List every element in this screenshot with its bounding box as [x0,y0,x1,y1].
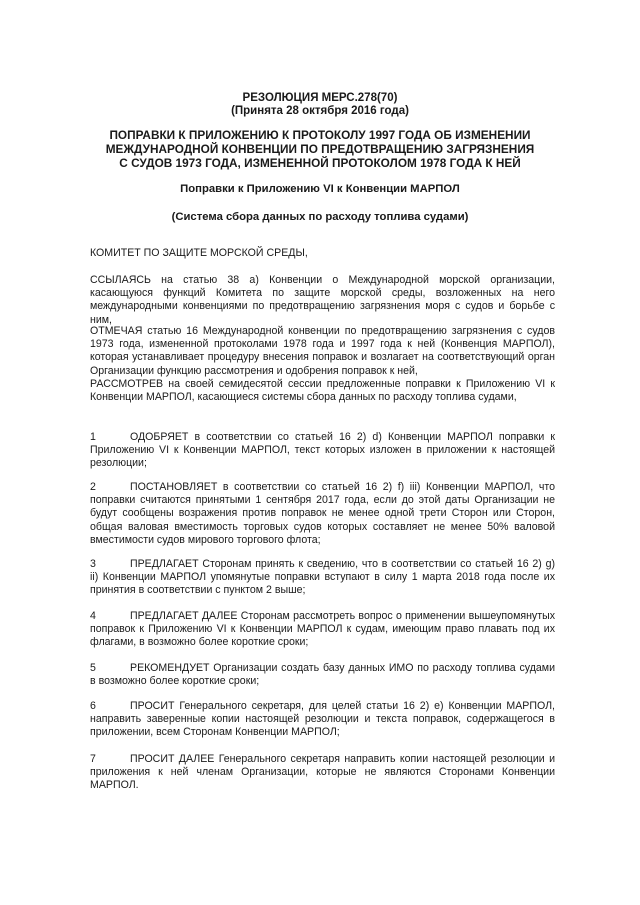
operative-paragraph-5 [90,662,555,688]
recalling-paragraph: ССЫЛАЯСЬ на статью 38 а) Конвенции о Международной морской организации, касающуюся функций Комитета по защите морской среды, возложенных на него международными конвенциями по предотвращению загрязнения моря с судов и борьбе с ним, [90,274,555,326]
operative-paragraph-7 [90,753,555,793]
operative-paragraph-2 [90,481,555,547]
paragraph-text: ПРОСИТ ДАЛЕЕ Генерального секретаря направить копии настоящей резолюции и приложения к ней членам Организации, которые не являются Сторонами Конвенции МАРПОЛ. [90,753,555,792]
title-line-2: МЕЖДУНАРОДНОЙ КОНВЕНЦИИ ПО ПРЕДОТВРАЩЕНИЮ ЗАГРЯЗНЕНИЯ [105,142,535,156]
paragraph-number: 1 [90,431,96,443]
paragraph-text: РЕКОМЕНДУЕТ Организации создать базу данных ИМО по расходу топлива судами в возможно более короткие сроки; [90,662,555,688]
committee-line: КОМИТЕТ ПО ЗАЩИТЕ МОРСКОЙ СРЕДЫ, [90,247,308,259]
operative-paragraph-1 [90,431,555,471]
title-line-3: С СУДОВ 1973 ГОДА, ИЗМЕНЕННОЙ ПРОТОКОЛОМ 1978 ГОДА К НЕЙ [119,156,521,170]
data-collection-subtitle: (Система сбора данных по расходу топлива судами) [171,211,469,223]
document-title [80,128,560,170]
operative-paragraph-4 [90,610,555,650]
paragraph-text: ПРЕДЛАГАЕТ Сторонам принять к сведению, что в соответствии со статьей 16 2) g) ii) Конвенции МАРПОЛ упомянутые поправки вступают в силу 1 марта 2018 года после их принятия в соответствии с пунктом 2 выше; [90,558,555,597]
operative-paragraph-6 [90,700,555,740]
adoption-date: (Принята 28 октября 2016 года) [231,105,409,117]
paragraph-number: 2 [90,481,96,493]
noting-paragraph: ОТМЕЧАЯ статью 16 Международной конвенции по предотвращению загрязнения с судов 1973 года, измененной протоколами 1978 года и 1997 года к ней (Конвенция МАРПОЛ), которая устанавливает процедуру внесения поправок и возлагает на соответствующий орган Организации функцию рассмотрения и одобрения поправок к ней, [90,325,555,377]
paragraph-text: ПРОСИТ Генерального секретаря, для целей статьи 16 2) e) Конвенции МАРПОЛ, направить заверенные копии настоящей резолюции и текста поправок, содержащегося в приложении, всем Сторонам Конвенции МАРПОЛ; [90,700,555,739]
paragraph-text: ПРЕДЛАГАЕТ ДАЛЕЕ Сторонам рассмотреть вопрос о применении вышеупомянутых поправок к Приложению VI к Конвенции МАРПОЛ к судам, имеющим право плавать под их флагами, в возможно более короткие сроки; [90,610,555,649]
amendments-subtitle: Поправки к Приложению VI к Конвенции МАРПОЛ [180,183,460,195]
paragraph-number: 7 [90,753,96,765]
paragraph-number: 6 [90,700,96,712]
operative-paragraph-3 [90,558,555,598]
paragraph-number: 4 [90,610,96,622]
resolution-number: РЕЗОЛЮЦИЯ МЕРС.278(70) [242,92,398,104]
paragraph-text: ПОСТАНОВЛЯЕТ в соответствии со статьей 16 2) f) iii) Конвенции МАРПОЛ, что поправки считаются принятыми 1 сентября 2017 года, если до этой даты Организации не будут сообщены возражения против поправок не менее одной трети Сторон или Сторон, общая валовая вместимость торговых судов которых составляет не менее 50% валовой вместимости судов мирового торгового флота; [90,481,555,546]
considering-paragraph: РАССМОТРЕВ на своей семидесятой сессии предложенные поправки к Приложению VI к Конвенции МАРПОЛ, касающиеся системы сбора данных по расходу топлива судами, [90,378,555,404]
paragraph-text: ОДОБРЯЕТ в соответствии со статьей 16 2) d) Конвенции МАРПОЛ поправки к Приложению VI к Конвенции МАРПОЛ, текст которых изложен в приложении к настоящей резолюции; [90,431,555,470]
paragraph-number: 3 [90,558,96,570]
paragraph-number: 5 [90,662,96,674]
title-line-1: ПОПРАВКИ К ПРИЛОЖЕНИЮ К ПРОТОКОЛУ 1997 ГОДА ОБ ИЗМЕНЕНИИ [109,128,531,142]
